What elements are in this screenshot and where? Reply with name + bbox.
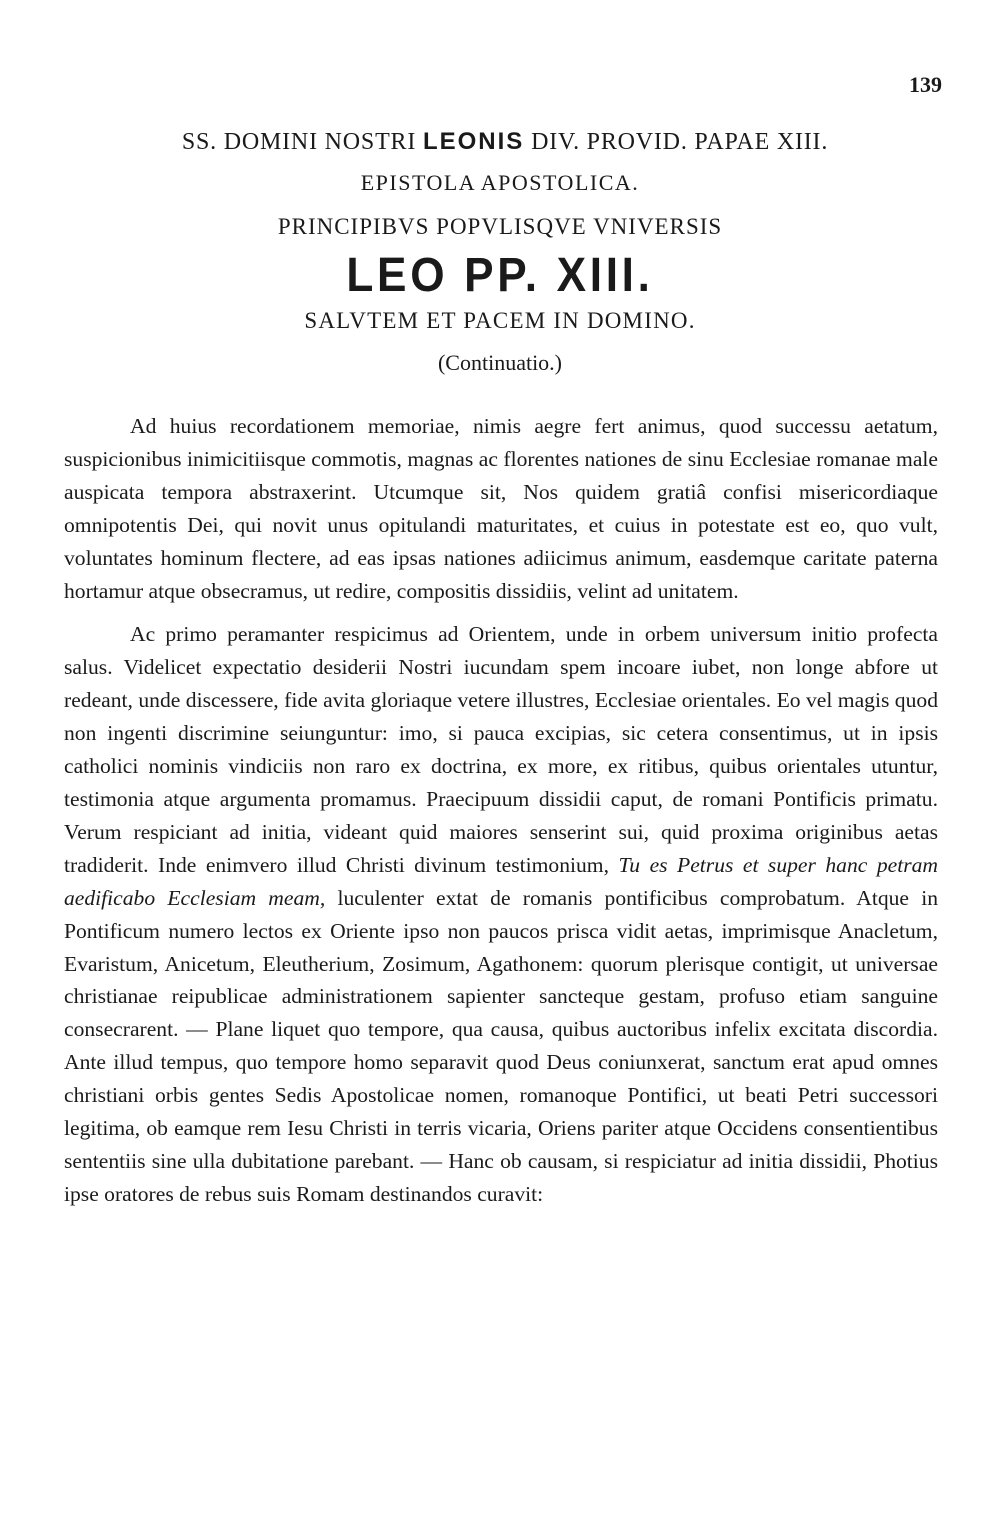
header-epistola: EPISTOLA APOSTOLICA. (360, 170, 640, 195)
header-addressees: PRINCIPIBVS POPVLISQVE VNIVERSIS (277, 214, 723, 239)
letter-body (64, 410, 938, 1211)
page-number: 139 (909, 72, 942, 97)
header-salutation: SALVTEM ET PACEM IN DOMINO. (304, 308, 696, 333)
header-title-suffix: DIV. PROVID. PAPAE XIII. (531, 129, 829, 155)
scripture-quote: Tu es Petrus et super hanc petram aedificabo Ecclesiam meam, (64, 852, 938, 910)
header-continuatio: (Continuatio.) (437, 350, 563, 375)
paragraph-2 (64, 618, 938, 1210)
paragraph-2-text-end: luculenter extat de romanis pontificibus comprobatum. Atque in Pontificum numero lectos ex Oriente ipso non paucos prisca vidit aetas, imprimisque Anacletum, Evaristum, Anicetum, Eleutherium, Zosimum, Agathonem: quorum plerisque contigit, ut universae christianae reipublicae administrationem sapienter sancteque gestam, profuso etiam sanguine consecrarent. — Plane liquet quo tempore, qua causa, quibus auctoribus infelix excitata discordia. Ante illud tempus, quo tempore homo separavit quod Deus coniunxerat, sanctum erat apud omnes christiani orbis gentes Sedis Apostolicae nomen, romanoque Pontifici, ut beati Petri successori legitima, ob eamque rem Iesu Christi in terris vicaria, Oriens pariter atque Occidens consentientibus sententiis sine ulla dubitatione parebant. — Hanc ob causam, si respiciatur ad initia dissidii, Photius ipse oratores de rebus suis Romam destinandos curavit: (64, 885, 938, 1206)
letter-header (0, 128, 1000, 376)
header-leo: LEO PP. XIII. (346, 249, 654, 302)
header-pope-name: LEONIS (422, 128, 525, 155)
paragraph-2-text-start: Ac primo peramanter respicimus ad Orientem, unde in orbem universum initio profecta salus. Videlicet expectatio desiderii Nostri iucundam spem incoare iubet, non longe abfore ut redeant, unde discessere, fide avita gloriaque vetere illustres, Ecclesiae orientales. Eo vel magis quod non ingenti discrimine seiunguntur: imo, si pauca excipias, sic cetera consentimus, ut in ipsis catholici nominis vindiciis non raro ex doctrina, ex more, ex ritibus, quibus orientales utuntur, testimonia atque argumenta promamus. Praecipuum dissidii caput, de romani Pontificis primatu. Verum respiciant ad initia, videant quid maiores senserint sui, quid proxima originibus aetas tradiderit. Inde enimvero illud Christi divinum testimonium, (64, 622, 938, 877)
header-title-prefix: SS. DOMINI NOSTRI (181, 129, 417, 155)
paragraph-1: Ad huius recordationem memoriae, nimis aegre fert animus, quod successu aetatum, suspicionibus inimicitiisque commotis, magnas ac florentes nationes de sinu Ecclesiae romanae male auspicata tempora abstraxerint. Utcumque sit, Nos quidem gratiâ confisi misericordiaque omnipotentis Dei, qui novit unus opitulandi maturitates, et cuius in potestate est eo, quo vult, voluntates hominum flectere, ad eas ipsas nationes adiicimus animum, easdemque caritate paterna hortamur atque obsecramus, ut redire, compositis dissidiis, velint ad unitatem. (64, 414, 938, 603)
header-title-line (10, 128, 1000, 156)
